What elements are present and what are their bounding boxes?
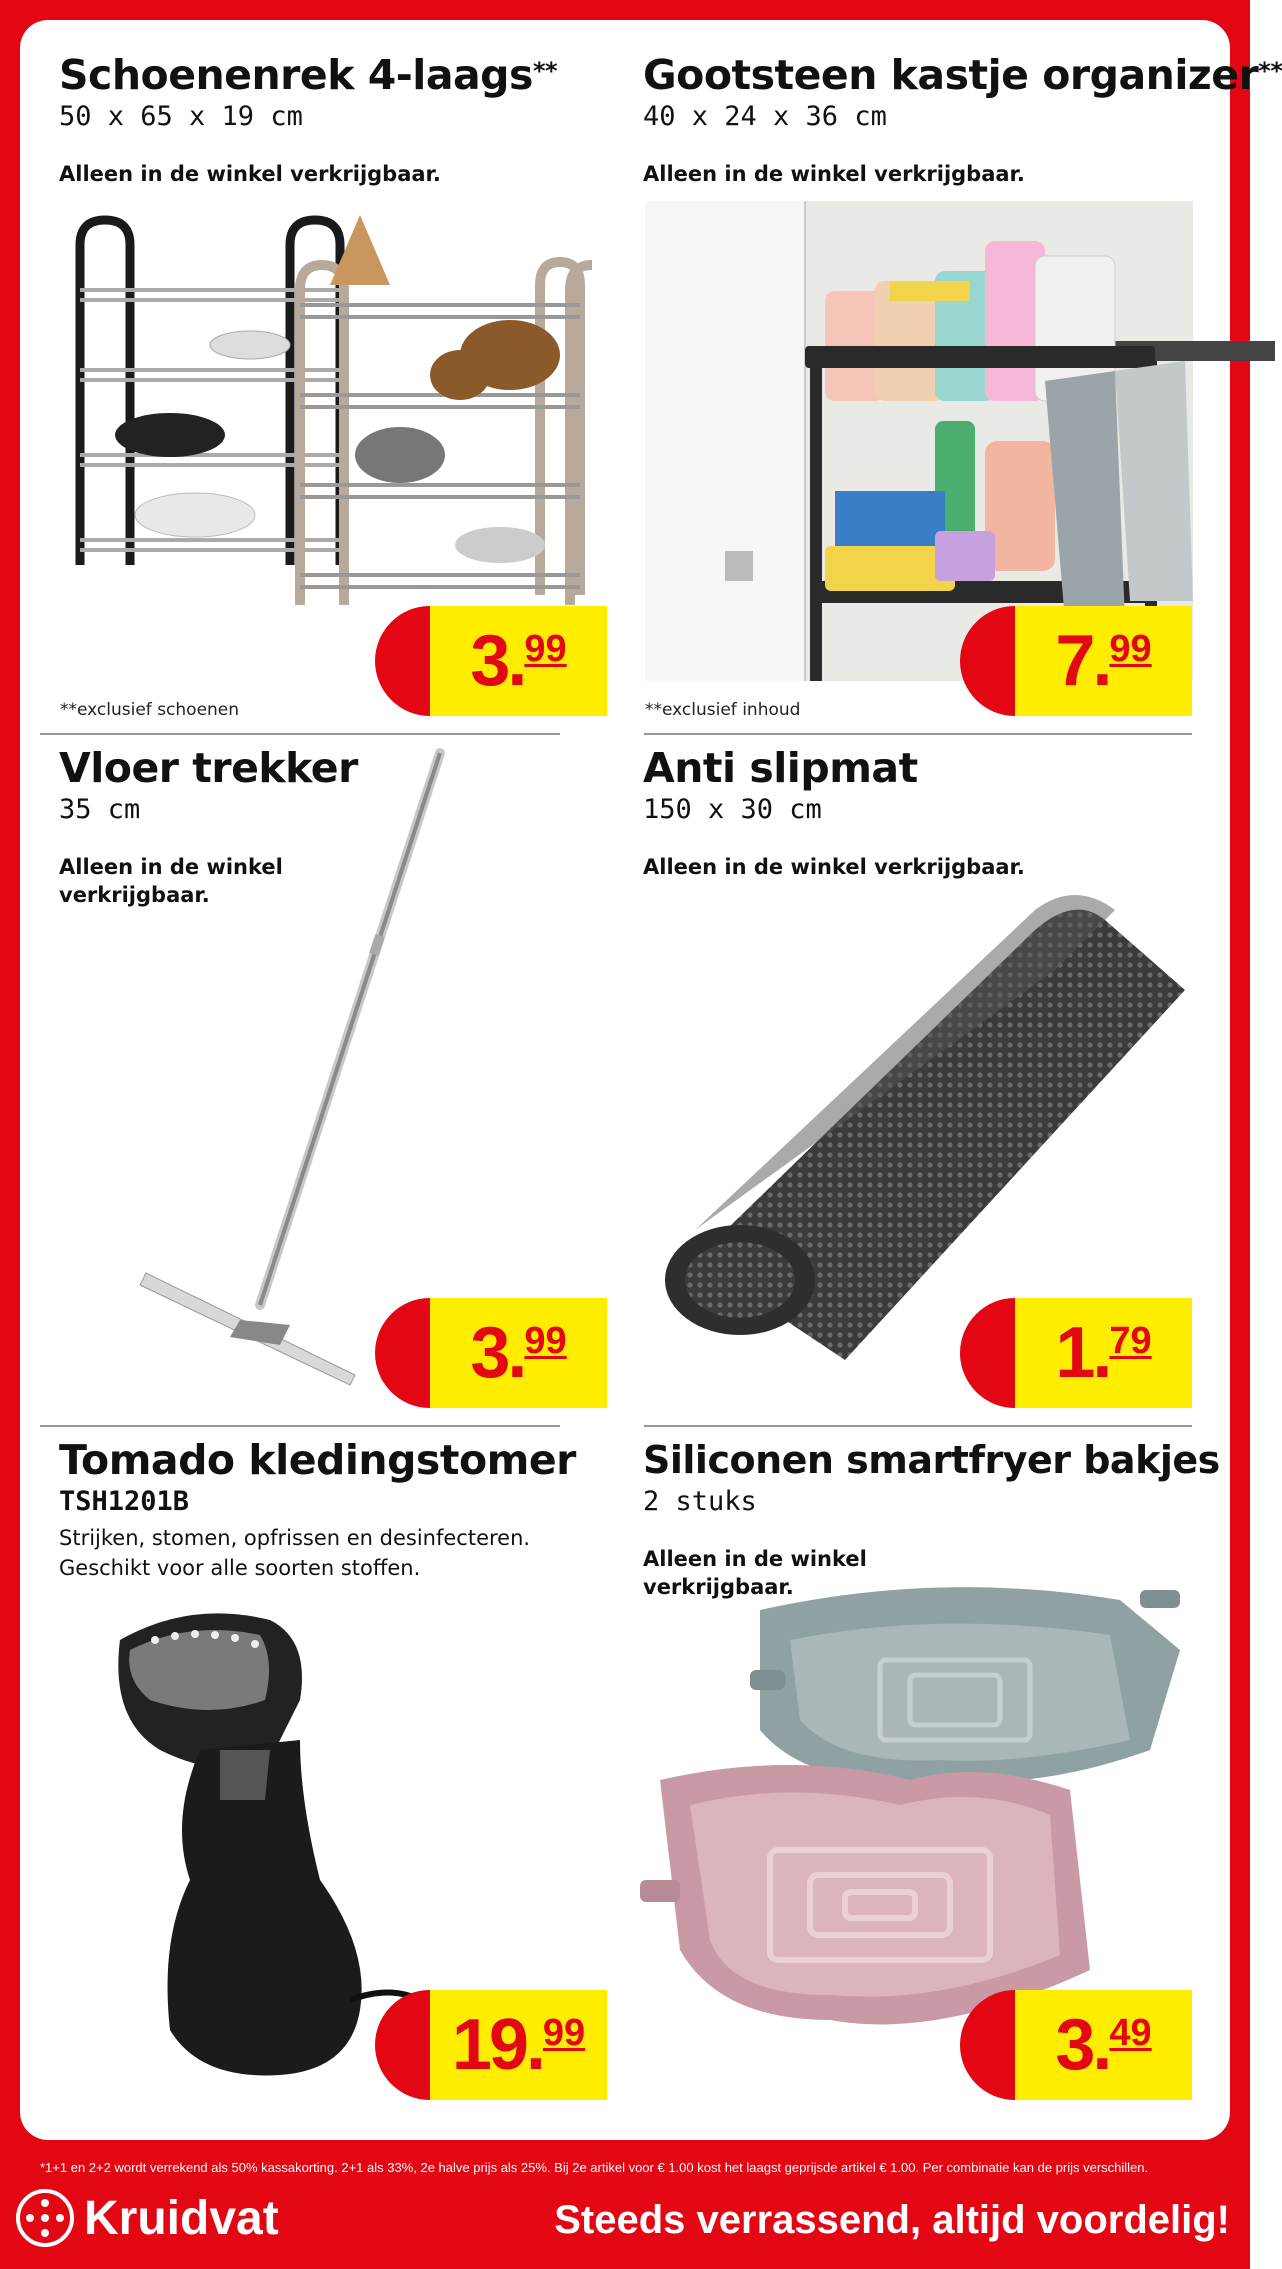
anti-slip-mat-image <box>655 890 1195 1360</box>
divider <box>40 733 560 735</box>
product-quantity: 2 stuks <box>643 1486 757 1517</box>
price-tag <box>960 606 1192 716</box>
divider <box>644 733 1192 735</box>
price-cents: 99 <box>524 628 567 670</box>
price-cents: 99 <box>542 2012 586 2054</box>
brand-logo[interactable] <box>16 2188 279 2248</box>
price-euro: 3. <box>1055 2005 1110 2085</box>
shoe-rack-image <box>60 205 600 615</box>
product-dimensions: 40 x 24 x 36 cm <box>643 101 887 132</box>
product-anti-slip-mat[interactable] <box>643 743 1203 881</box>
legal-disclaimer: *1+1 en 2+2 wordt verrekend als 50% kassakorting. 2+1 als 33%, 2e halve prijs als 25%. Bij 2e artikel voor € 1.00 kost het laagst geprijsde artikel € 1.00. Per combinatie kan de prijs verschillen. <box>40 2160 1149 2175</box>
product-description: Strijken, stomen, opfrissen en desinfecteren. Geschikt voor alle soorten stoffen. <box>59 1526 531 1580</box>
price-cents: 79 <box>1109 1320 1152 1362</box>
product-title: Schoenenrek 4-laags** <box>59 51 558 99</box>
divider <box>644 1425 1192 1427</box>
product-model: TSH1201B <box>59 1486 190 1517</box>
availability-note: Alleen in de winkel verkrijgbaar. <box>59 855 283 907</box>
price-tag <box>960 1990 1192 2100</box>
product-footnote: **exclusief inhoud <box>645 700 801 720</box>
product-shoe-rack[interactable] <box>59 50 619 188</box>
divider <box>40 1425 560 1427</box>
price-tag <box>960 1298 1192 1408</box>
price-euro: 3. <box>470 1313 525 1393</box>
availability-note: Alleen in de winkel verkrijgbaar. <box>643 162 1025 186</box>
product-dimensions: 50 x 65 x 19 cm <box>59 101 303 132</box>
brand-slogan: Steeds verrassend, altijd voordelig! <box>554 2198 1230 2242</box>
price-cents: 99 <box>524 1320 567 1362</box>
price-euro: 1. <box>1055 1313 1110 1393</box>
product-dimensions: 150 x 30 cm <box>643 794 822 825</box>
price-tag <box>375 1298 607 1408</box>
price-euro: 19. <box>451 2005 543 2085</box>
product-footnote: **exclusief schoenen <box>60 700 240 720</box>
availability-note: Alleen in de winkel verkrijgbaar. <box>59 162 441 186</box>
price-tag <box>375 606 607 716</box>
product-garment-steamer[interactable] <box>59 1435 619 1583</box>
price-tag <box>375 1990 607 2100</box>
price-euro: 7. <box>1055 621 1110 701</box>
kruidvat-logo-icon <box>16 2189 74 2247</box>
product-title: Tomado kledingstomer <box>59 1436 576 1484</box>
product-title: Vloer trekker <box>59 744 358 792</box>
price-cents: 99 <box>1109 628 1152 670</box>
product-dimensions: 35 cm <box>59 794 141 825</box>
product-title: Anti slipmat <box>643 744 918 792</box>
floor-squeegee-image <box>130 745 470 1385</box>
product-title: Siliconen smartfryer bakjes <box>643 1438 1220 1482</box>
availability-note: Alleen in de winkel verkrijgbaar. <box>643 855 1025 879</box>
price-euro: 3. <box>470 621 525 701</box>
availability-note: Alleen in de winkel verkrijgbaar. <box>643 1547 867 1599</box>
brand-name: Kruidvat <box>84 2191 279 2245</box>
product-title: Gootsteen kastje organizer** <box>643 51 1282 99</box>
price-cents: 49 <box>1109 2012 1152 2054</box>
product-sink-organizer[interactable] <box>643 50 1282 188</box>
